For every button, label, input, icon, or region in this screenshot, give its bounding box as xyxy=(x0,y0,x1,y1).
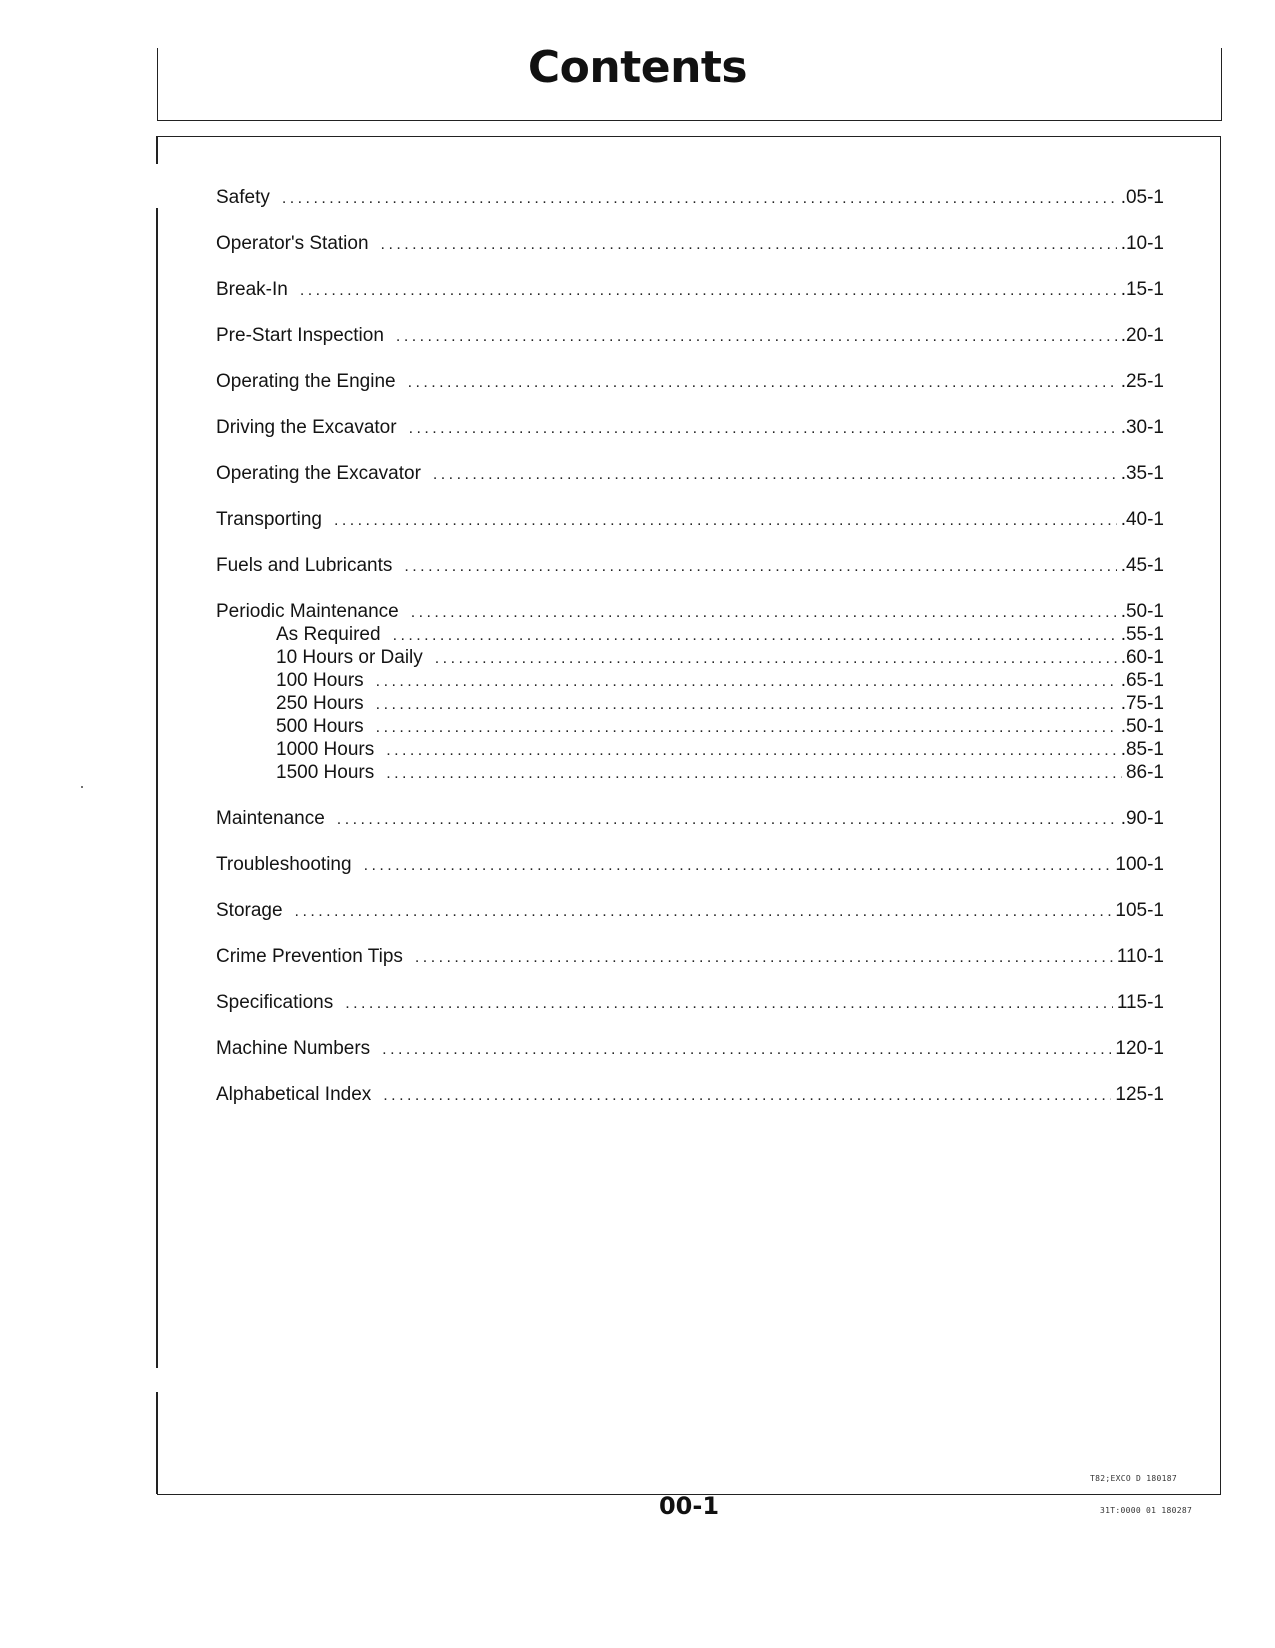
toc-label: Crime Prevention Tips xyxy=(216,946,403,967)
toc-entry-driving-the-excavator[interactable] xyxy=(216,415,1164,441)
toc-page-ref: .45-1 xyxy=(1120,555,1164,576)
footer-code: 31T:0000 01 180287 xyxy=(1100,1506,1193,1515)
frame-left-border xyxy=(156,208,158,1368)
toc-label: As Required xyxy=(276,624,381,645)
dot-leader xyxy=(404,554,1116,580)
dot-leader xyxy=(433,462,1117,488)
toc-entry-pre-start-inspection[interactable] xyxy=(216,323,1164,349)
toc-page-ref: .20-1 xyxy=(1120,325,1164,346)
toc-page-ref: .60-1 xyxy=(1120,647,1164,668)
toc-page-ref: 125-1 xyxy=(1115,1084,1164,1105)
toc-entry-alphabetical-index[interactable] xyxy=(216,1082,1164,1108)
toc-label: 100 Hours xyxy=(276,670,364,691)
toc-entry-operating-the-excavator[interactable] xyxy=(216,461,1164,487)
dot-leader xyxy=(386,761,1122,787)
toc-label: Pre-Start Inspection xyxy=(216,325,384,346)
toc-page-ref: .40-1 xyxy=(1120,509,1164,530)
toc-entry-operators-station[interactable] xyxy=(216,231,1164,257)
toc-label: Safety xyxy=(216,187,270,208)
toc-page-ref: .90-1 xyxy=(1120,808,1164,829)
toc-page-ref: .85-1 xyxy=(1120,739,1164,760)
toc-label: Storage xyxy=(216,900,283,921)
toc-subentry-1500-hours[interactable] xyxy=(276,760,1164,786)
dot-leader xyxy=(382,1037,1111,1063)
toc-page-ref: .50-1 xyxy=(1120,716,1164,737)
toc-entry-machine-numbers[interactable] xyxy=(216,1036,1164,1062)
dot-leader xyxy=(409,416,1117,442)
scan-speck xyxy=(81,786,83,788)
dot-leader xyxy=(300,278,1117,304)
dot-leader xyxy=(415,945,1113,971)
toc-page-ref: .50-1 xyxy=(1120,601,1164,622)
dot-leader xyxy=(334,508,1117,534)
toc-page-ref: 115-1 xyxy=(1116,992,1164,1013)
toc-label: Driving the Excavator xyxy=(216,417,397,438)
toc-label: Operating the Excavator xyxy=(216,463,421,484)
toc-page-ref: 105-1 xyxy=(1115,900,1164,921)
dot-leader xyxy=(295,899,1112,925)
toc-page-ref: 110-1 xyxy=(1116,946,1164,967)
toc-label: Alphabetical Index xyxy=(216,1084,372,1105)
toc-entry-break-in[interactable] xyxy=(216,277,1164,303)
dot-leader xyxy=(383,1083,1111,1109)
toc-label: 1000 Hours xyxy=(276,739,375,760)
toc-label: 10 Hours or Daily xyxy=(276,647,423,668)
toc-page-ref: .25-1 xyxy=(1120,371,1164,392)
toc-label: Transporting xyxy=(216,509,322,530)
toc-label: 500 Hours xyxy=(276,716,364,737)
toc-entry-crime-prevention-tips[interactable] xyxy=(216,944,1164,970)
toc-label: Fuels and Lubricants xyxy=(216,555,393,576)
frame-code: T82;EXCO D 180187 xyxy=(1090,1474,1177,1483)
toc-entry-fuels-and-lubricants[interactable] xyxy=(216,553,1164,579)
toc-page-ref: .75-1 xyxy=(1120,693,1164,714)
toc-label: Operating the Engine xyxy=(216,371,396,392)
toc-page-ref: .65-1 xyxy=(1120,670,1164,691)
toc-page-ref: .05-1 xyxy=(1120,187,1164,208)
frame-left-border xyxy=(156,1392,158,1494)
toc-label: 250 Hours xyxy=(276,693,364,714)
toc-page-ref: .55-1 xyxy=(1120,624,1164,645)
toc-label: 1500 Hours xyxy=(276,762,375,783)
dot-leader xyxy=(337,807,1117,833)
page-title: Contents xyxy=(527,42,748,93)
dot-leader xyxy=(345,991,1113,1017)
toc-entry-operating-the-engine[interactable] xyxy=(216,369,1164,395)
toc-entry-troubleshooting[interactable] xyxy=(216,852,1164,878)
toc-label: Troubleshooting xyxy=(216,854,352,875)
toc-page-ref: 120-1 xyxy=(1115,1038,1164,1059)
toc-label: Maintenance xyxy=(216,808,325,829)
toc-page-ref: 86-1 xyxy=(1125,762,1164,783)
toc-entry-safety[interactable] xyxy=(216,185,1164,211)
toc-page-ref: .30-1 xyxy=(1120,417,1164,438)
dot-leader xyxy=(282,186,1117,212)
toc-page-ref: .15-1 xyxy=(1120,279,1164,300)
toc-label: Break-In xyxy=(216,279,288,300)
toc-label: Periodic Maintenance xyxy=(216,601,399,622)
toc-entry-specifications[interactable] xyxy=(216,990,1164,1016)
dot-leader xyxy=(396,324,1117,350)
toc-label: Operator's Station xyxy=(216,233,369,254)
page-number: 00-1 xyxy=(658,1492,720,1520)
frame-left-border xyxy=(156,136,158,164)
toc-entry-transporting[interactable] xyxy=(216,507,1164,533)
toc-entry-maintenance[interactable] xyxy=(216,806,1164,832)
toc-page-ref: 100-1 xyxy=(1115,854,1164,875)
toc-label: Specifications xyxy=(216,992,334,1013)
toc-entry-storage[interactable] xyxy=(216,898,1164,924)
dot-leader xyxy=(408,370,1117,396)
toc-page-ref: .35-1 xyxy=(1120,463,1164,484)
toc-page-ref: .10-1 xyxy=(1120,233,1164,254)
dot-leader xyxy=(364,853,1112,879)
toc-label: Machine Numbers xyxy=(216,1038,371,1059)
dot-leader xyxy=(381,232,1117,258)
